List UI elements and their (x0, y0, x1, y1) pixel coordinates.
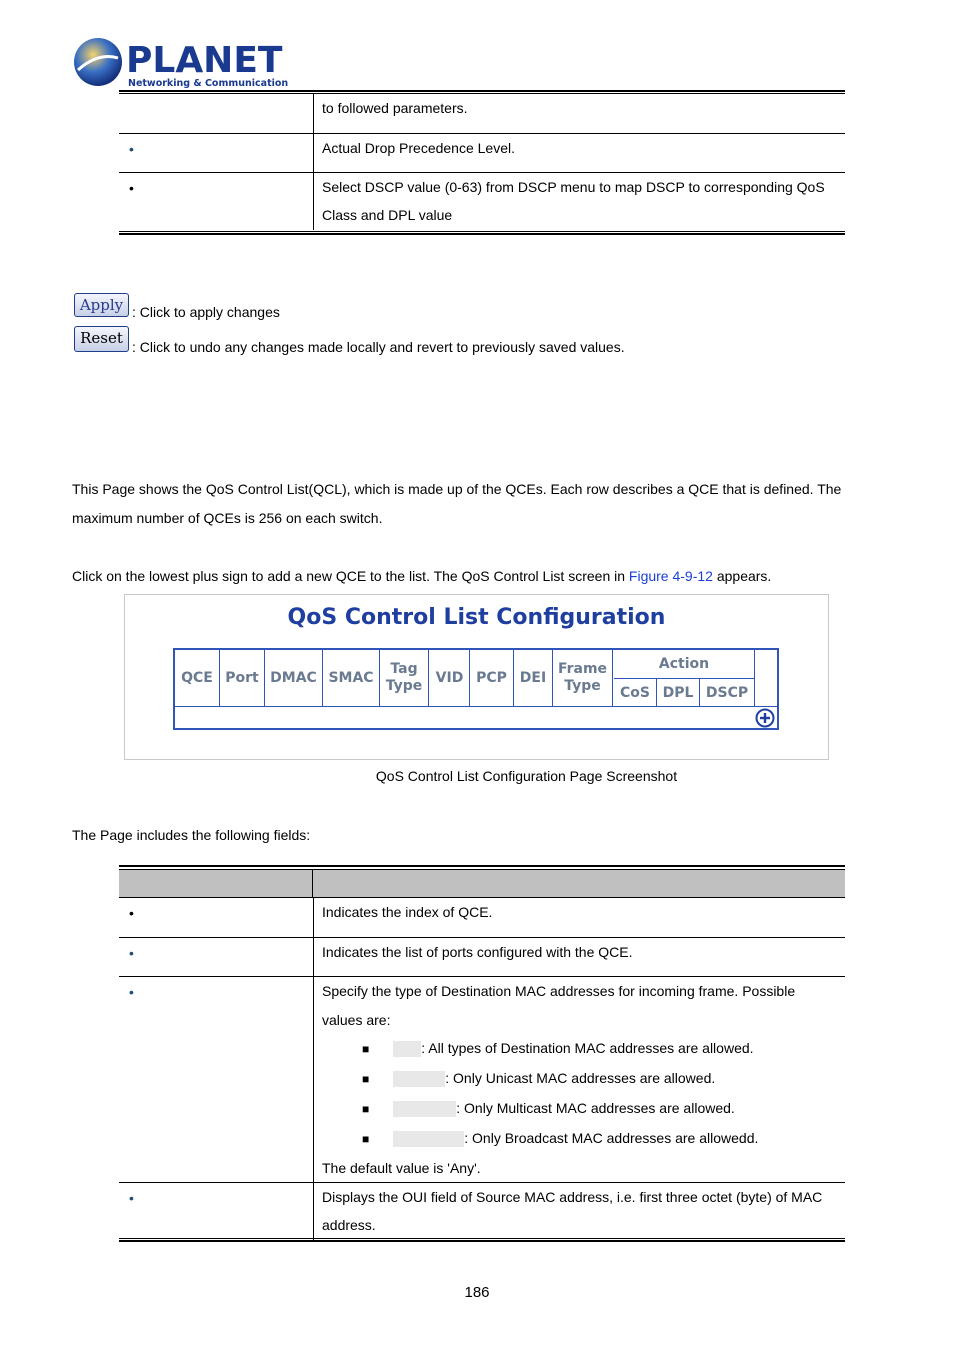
intro-line: This Page shows the QoS Control List(QCL), which is made up of the QCEs. Each row describes a QCE that is defined. The (72, 481, 842, 497)
qcl-title: QoS Control List Configuration (287, 605, 666, 630)
bullet: • (129, 1189, 134, 1206)
fields-table-rule (119, 865, 845, 867)
square-bullet-icon: ■ (362, 1041, 370, 1056)
col-tag-type: Tag Type (380, 650, 429, 706)
square-bullet-icon: ■ (362, 1131, 370, 1146)
table-row (119, 94, 845, 133)
bullet: • (129, 944, 134, 961)
table-row (119, 172, 845, 230)
col-pcp: PCP (470, 650, 514, 706)
col-vid: VID (430, 650, 470, 706)
col-smac: SMAC (323, 650, 380, 706)
figure-caption: QoS Control List Configuration Page Screenshot (375, 768, 678, 784)
param-desc: to followed parameters. (314, 94, 846, 133)
fields-table-header (119, 869, 845, 898)
option-item (362, 1094, 837, 1124)
param-desc-line: Class and DPL value (322, 206, 453, 223)
field-desc: Indicates the list of ports configured with the QCE. (314, 937, 846, 976)
top-table-rule (119, 90, 845, 92)
table-row (119, 976, 845, 1182)
option-item (362, 1064, 837, 1094)
param-desc: Actual Drop Precedence Level. (314, 133, 846, 172)
reset-desc: : Click to undo any changes made locally and revert to previously saved values. (132, 339, 625, 355)
option-item (362, 1124, 837, 1154)
col-dscp: DSCP (700, 678, 755, 707)
fields-table-bottom-rule (119, 1238, 845, 1239)
field-desc-line: address. (322, 1216, 376, 1233)
click-text-post: appears. (712, 568, 772, 584)
option-desc: : Only Multicast MAC addresses are allowed. (456, 1099, 735, 1116)
col-frame-type: Frame Type (553, 650, 613, 706)
table-row (119, 898, 845, 937)
figure-link[interactable]: Figure 4-9-12 (628, 568, 713, 584)
col-dpl: DPL (657, 678, 700, 707)
reset-button[interactable]: Reset (74, 326, 129, 352)
col-action: Action (614, 650, 755, 678)
apply-desc: : Click to apply changes (132, 304, 280, 320)
field-desc-line: Displays the OUI field of Source MAC address, i.e. first three octet (byte) of MAC (322, 1188, 823, 1205)
bullet: • (129, 983, 134, 1000)
top-table-bottom-rule (119, 231, 845, 232)
col-port: Port (220, 650, 265, 706)
param-desc-line: Select DSCP value (0-63) from DSCP menu to map DSCP to corresponding QoS (322, 178, 825, 195)
field-default: The default value is 'Any'. (322, 1159, 481, 1176)
logo-subtext: Networking & Communication (128, 78, 289, 89)
field-desc-line: Specify the type of Destination MAC addresses for incoming frame. Possible (322, 982, 796, 999)
header-divider (175, 706, 777, 707)
bullet: • (129, 905, 134, 921)
option-desc: : Only Unicast MAC addresses are allowed. (445, 1069, 716, 1086)
page-number: 186 (464, 1284, 490, 1301)
intro-line: maximum number of QCEs is 256 on each switch. (72, 510, 383, 526)
field-desc-line: values are: (322, 1011, 391, 1028)
table-row (119, 1182, 845, 1241)
square-bullet-icon: ■ (362, 1071, 370, 1086)
top-table-bottom-rule2 (119, 233, 845, 235)
table-row (119, 937, 845, 976)
apply-button[interactable]: Apply (74, 293, 129, 317)
fields-table (119, 898, 845, 1241)
option-desc: : All types of Destination MAC addresses are allowed. (421, 1039, 754, 1056)
add-qce-plus-icon[interactable] (755, 708, 775, 728)
col-cos: CoS (614, 678, 657, 707)
table-row (119, 133, 845, 172)
fields-table-bottom-rule2 (119, 1240, 845, 1242)
bullet: • (129, 179, 134, 196)
intro-paragraph (72, 475, 841, 533)
fields-intro: The Page includes the following fields: (72, 827, 311, 843)
field-desc: Indicates the index of QCE. (314, 898, 846, 937)
option-item (362, 1034, 837, 1064)
planet-logo (72, 36, 289, 90)
click-instruction (72, 562, 771, 591)
square-bullet-icon: ■ (362, 1101, 370, 1116)
col-dei: DEI (514, 650, 553, 706)
bullet: • (129, 140, 134, 157)
option-desc: : Only Broadcast MAC addresses are allowedd. (464, 1129, 759, 1146)
col-qce: QCE (175, 650, 220, 706)
logo-text: PLANET (126, 40, 283, 81)
col-dmac: DMAC (265, 650, 323, 706)
top-param-table (119, 94, 845, 230)
qcl-table (173, 648, 779, 730)
click-text-pre: Click on the lowest plus sign to add a new QCE to the list. The QoS Control List screen in (72, 568, 629, 584)
qcl-screenshot-figure (124, 594, 829, 760)
